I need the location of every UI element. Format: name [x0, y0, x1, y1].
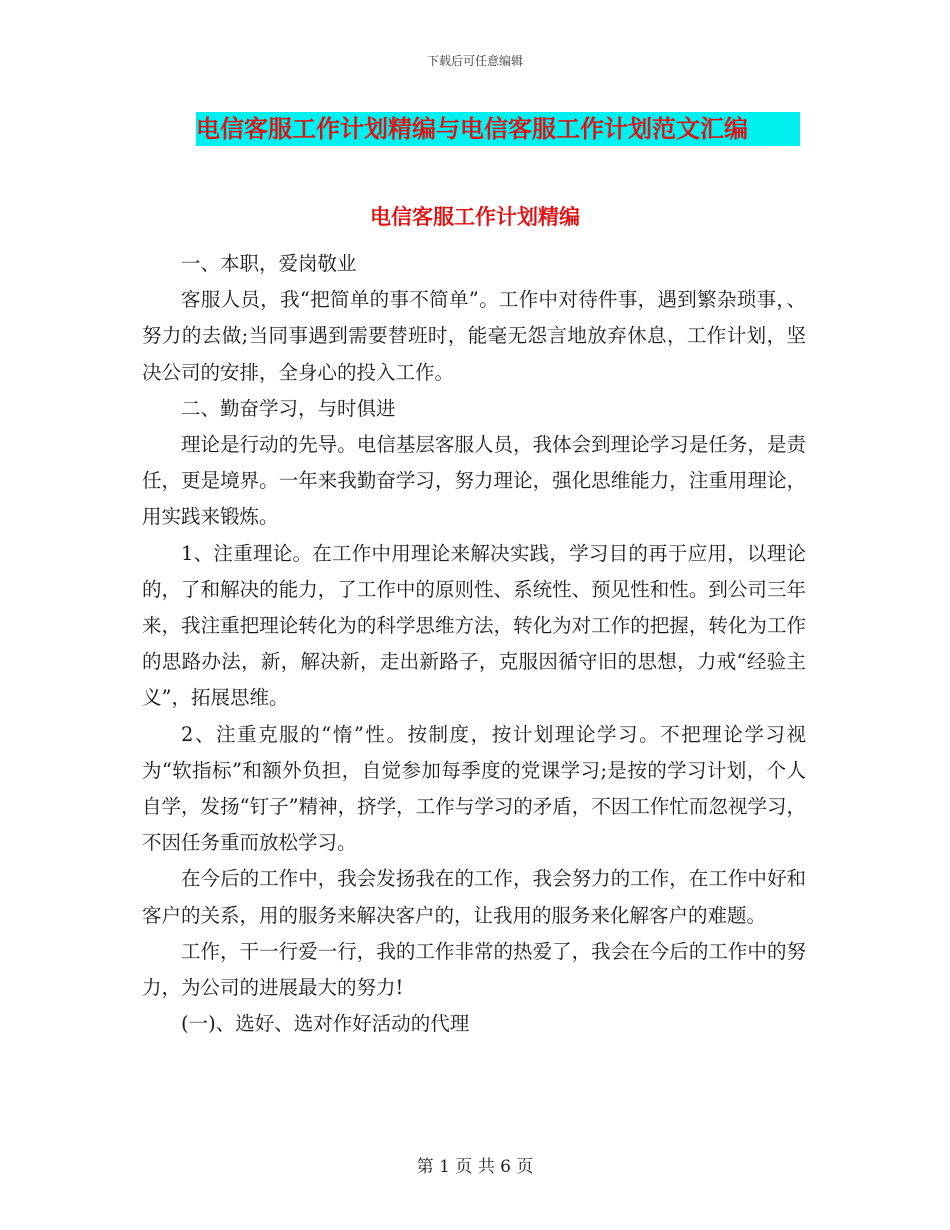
paragraph-heading-2: 二、勤奋学习，与时俱进: [181, 396, 396, 420]
paragraph: 在今后的工作中，我会发扬我在的工作，我会努力的工作，在工作中好和客户的关系，用的服务来解决客户的，让我用的服务来化解客户的难题。: [142, 867, 806, 927]
paragraph: 理论是行动的先导。电信基层客服人员，我体会到理论学习是任务，是责任，更是境界。一年来我勤奋学习，努力理论，强化思维能力，注重用理论，用实践来锻炼。: [142, 433, 806, 529]
paragraph-heading-1: 一、本职，爱岗敬业: [181, 252, 357, 275]
document-body: [142, 246, 806, 1042]
page-footer: 第 1 页 共 6 页: [416, 1157, 534, 1177]
paragraph: 2、注重克服的“惰”性。按制度，按计划理论学习。不把理论学习视为“软指标”和额外负担，自觉参加每季度的党课学习;是按的学习计划，个人自学，发扬“钉子”精神，挤学，工作与学习的矛盾，不因工作忙而忽视学习，不因任务重而放松学习。: [142, 722, 806, 855]
section-title: 电信客服工作计划精编: [370, 205, 580, 229]
header-note: 下载后可任意编辑: [426, 54, 523, 68]
paragraph: 工作，干一行爱一行，我的工作非常的热爱了，我会在今后的工作中的努力，为公司的进展最大的努力!: [142, 939, 806, 1000]
paragraph-heading-3: (一)、选好、选对作好活动的代理: [181, 1012, 470, 1036]
paragraph: 客服人员，我“把简单的事不简单”。工作中对待件事，遇到繁杂琐事，、努力的去做;当同事遇到需要替班时，能毫无怨言地放弃休息，工作计划，坚决公司的安排，全身心的投入工作。: [142, 288, 806, 384]
document-title: 电信客服工作计划精编与电信客服工作计划范文汇编: [196, 112, 800, 146]
paragraph: 1、注重理论。在工作中用理论来解决实践，学习目的再于应用，以理论的，了和解决的能力，了工作中的原则性、系统性、预见性和性。到公司三年来，我注重把理论转化为的科学思维方法，转化为对工作的把握，转化为工作的思路办法，新，解决新，走出新路子，克服因循守旧的思想，力戒“经验主义”，拓展思维。: [142, 541, 806, 710]
